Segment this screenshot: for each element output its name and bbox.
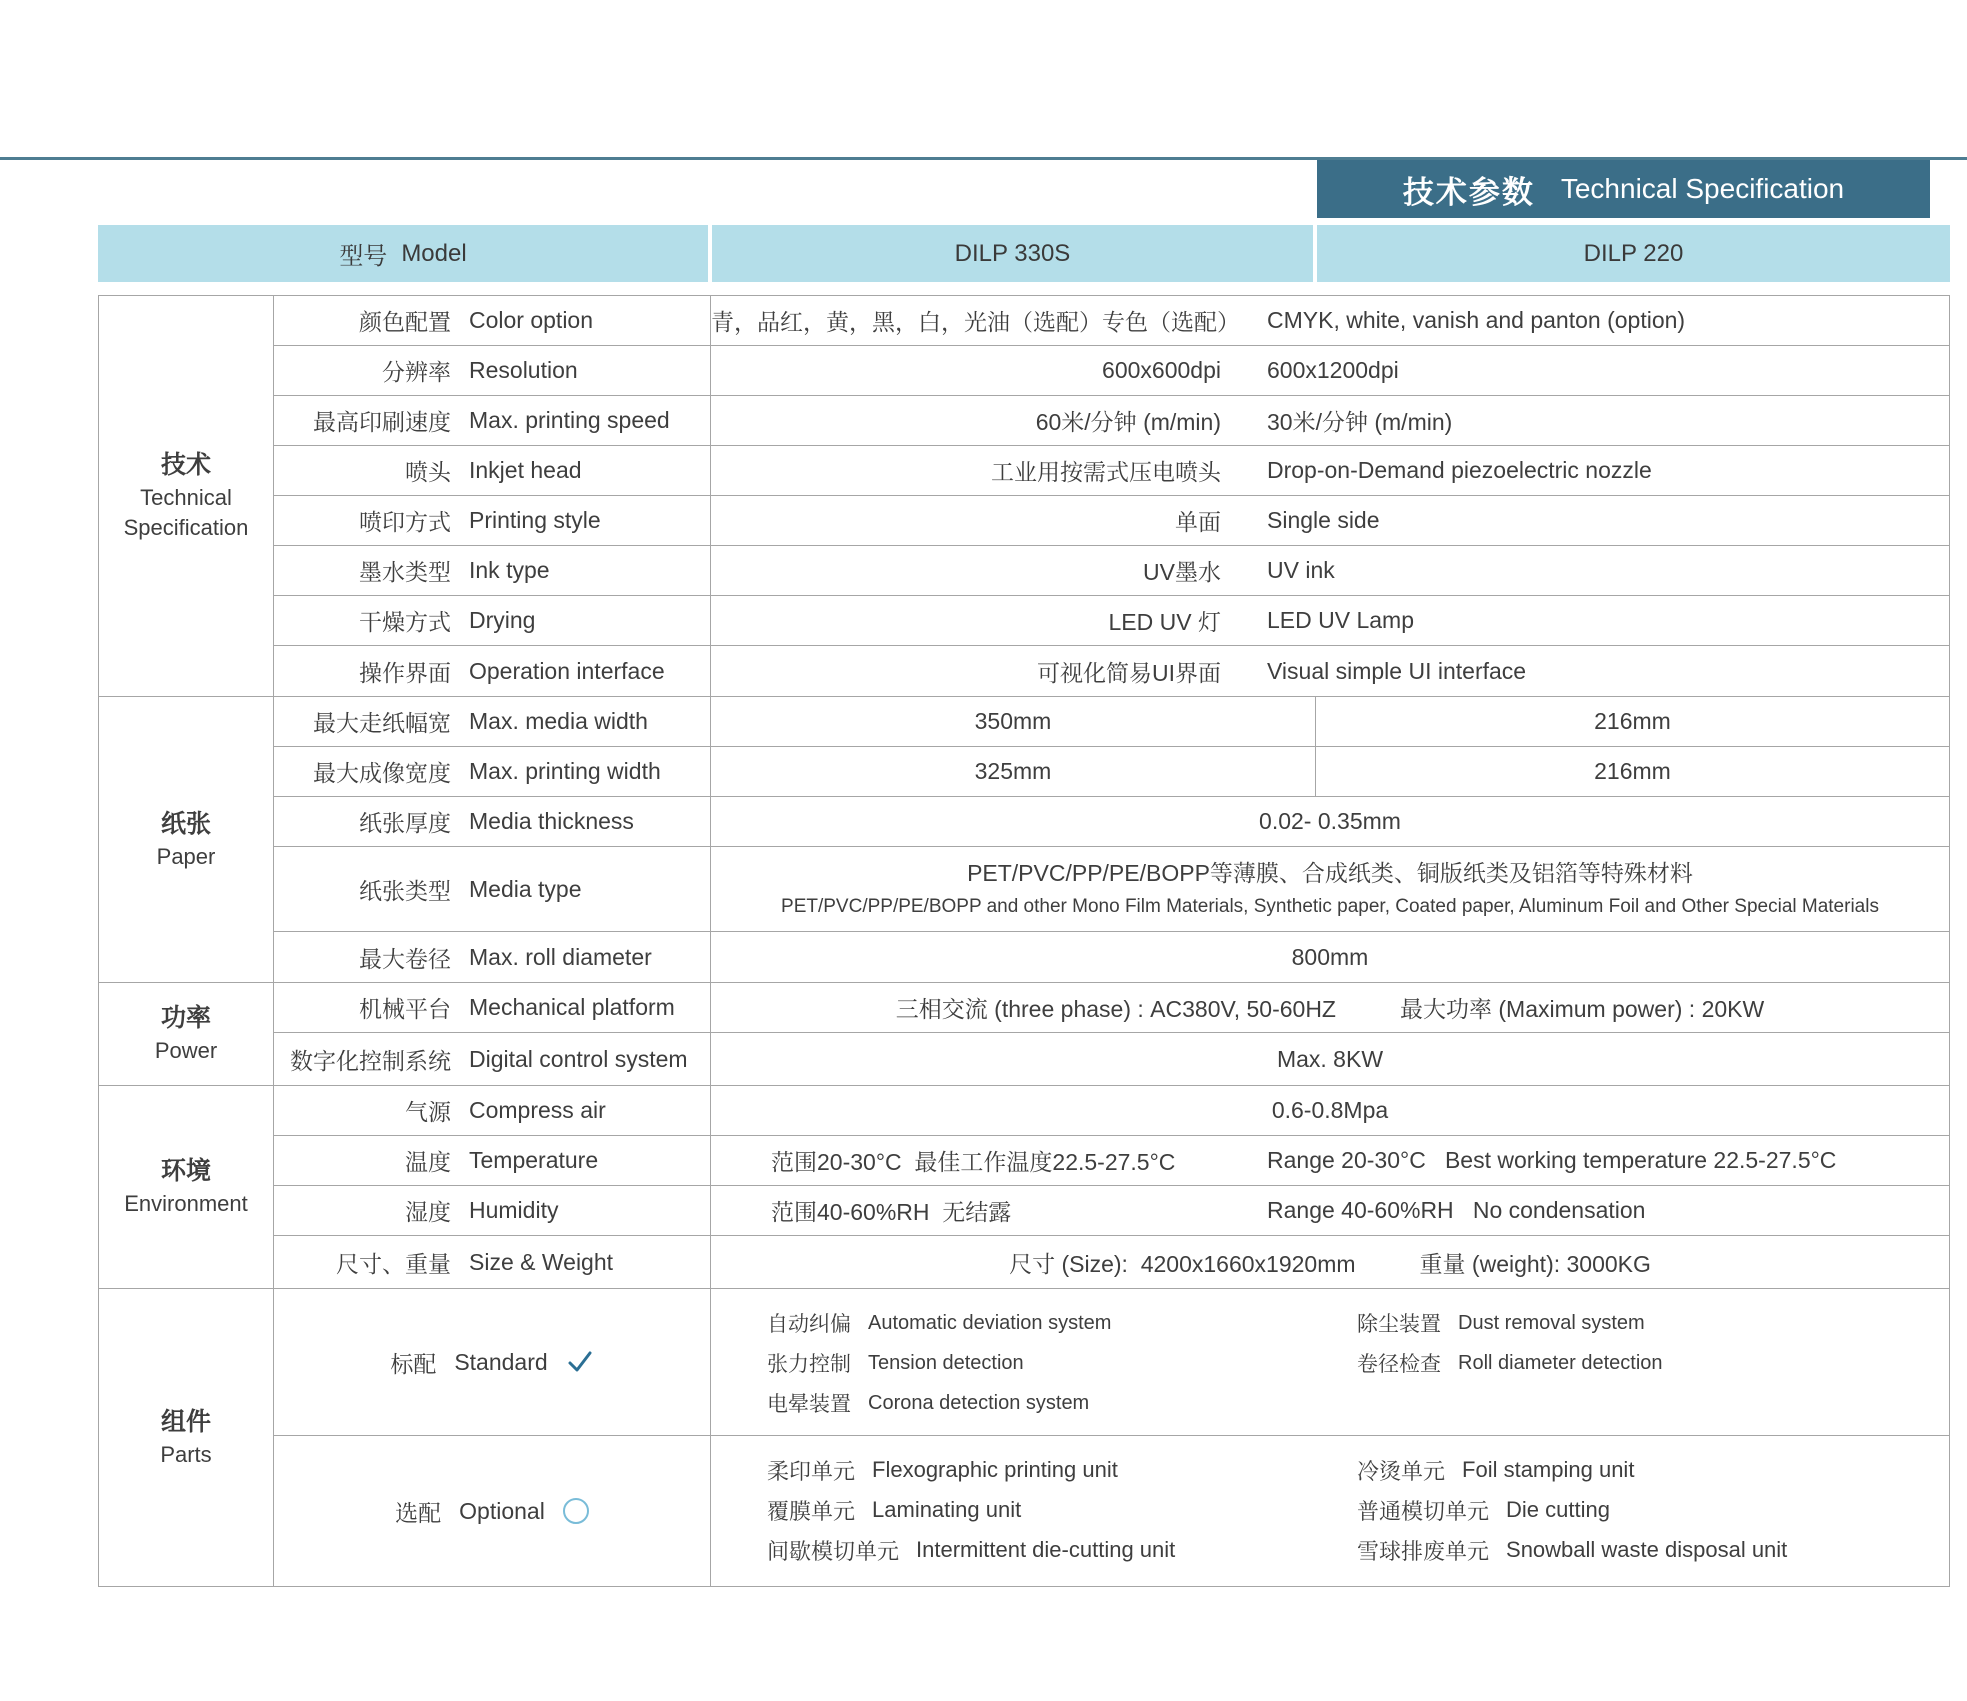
section-parts (99, 1289, 1949, 1586)
item-en: Intermittent die-cutting unit (916, 1537, 1176, 1562)
check-icon (566, 1348, 594, 1376)
standard-items-right (1357, 1303, 1949, 1425)
value-1: 60米/分钟 (m/min) (1035, 409, 1221, 435)
circle-icon (563, 1498, 589, 1524)
item-en: Die cutting (1506, 1497, 1610, 1522)
label-zh: 数字化控制系统 (290, 1047, 451, 1074)
list-item (767, 1303, 1357, 1343)
row-value (711, 1289, 1949, 1435)
model-2-cell (1317, 225, 1950, 282)
category-en: Paper (156, 843, 216, 869)
value-part-2: 最大功率 (Maximum power) : 20KW (1399, 996, 1765, 1022)
value-en: Visual simple UI interface (1267, 657, 1527, 684)
row-label (274, 1436, 711, 1586)
label-en: Media type (469, 875, 582, 902)
row-value (711, 747, 1949, 796)
label-zh: 标配 (390, 1350, 437, 1377)
list-item (1357, 1530, 1949, 1570)
row-operation-interface (274, 646, 1949, 696)
row-value (711, 396, 1949, 445)
section-paper (99, 697, 1949, 983)
value: 0.02- 0.35mm (1259, 808, 1401, 834)
row-value (711, 1136, 1949, 1185)
value-model-1: 325mm (711, 747, 1316, 796)
row-media-type (274, 847, 1949, 932)
section-technical-rows (274, 296, 1949, 696)
row-value (711, 847, 1949, 931)
category-en: Parts (160, 1441, 212, 1467)
label-en: Inkjet head (469, 457, 582, 483)
section-technical (99, 296, 1949, 697)
item-zh: 电晕装置 (767, 1393, 851, 1416)
banner-title-zh: 技术参数 (1402, 174, 1535, 210)
list-item (1357, 1450, 1949, 1490)
label-zh: 温度 (405, 1149, 451, 1175)
label-en: Standard (454, 1348, 548, 1375)
list-item (767, 1450, 1357, 1490)
row-value (711, 1436, 1949, 1586)
value-model-2: 216mm (1594, 708, 1671, 734)
row-size-weight (274, 1236, 1949, 1288)
label-zh: 选配 (395, 1499, 442, 1526)
value-en: PET/PVC/PP/PE/BOPP and other Mono Film Materials, Synthetic paper, Coated paper, Aluminum Foil and Other Special Materials (781, 896, 1879, 918)
label-zh: 喷印方式 (359, 509, 451, 535)
category-zh: 组件 (160, 1407, 211, 1436)
item-en: Dust removal system (1458, 1311, 1645, 1334)
label-en: Mechanical platform (469, 994, 675, 1020)
value-zh: PET/PVC/PP/PE/BOPP等薄膜、合成纸类、铜版纸类及铝箔等特殊材料 (967, 860, 1693, 887)
label-en: Drying (469, 607, 536, 633)
item-zh: 冷烫单元 (1357, 1458, 1446, 1484)
row-value (711, 346, 1949, 395)
label-zh: 干燥方式 (359, 609, 451, 635)
row-ink-type (274, 546, 1949, 596)
section-parts-rows (274, 1289, 1949, 1586)
value-en: Single side (1267, 507, 1380, 533)
category-zh: 环境 (160, 1157, 211, 1186)
label-zh: 湿度 (405, 1199, 451, 1225)
model-2-name: DILP 220 (1583, 239, 1684, 267)
row-value (711, 496, 1949, 545)
row-label (274, 496, 711, 545)
spec-table (98, 295, 1950, 1587)
row-value (711, 1236, 1949, 1288)
value-zh: 范围40-60%RH 无结露 (771, 1199, 1012, 1225)
row-temperature (274, 1136, 1949, 1186)
value-zh: 单面 (1175, 509, 1221, 535)
value: 800mm (1291, 943, 1369, 970)
value-zh: 青，品红，黄，黑，白，光油（选配）专色（选配） (711, 309, 1240, 335)
row-label (274, 1086, 711, 1135)
label-en: Printing style (469, 507, 601, 533)
row-value (711, 596, 1949, 645)
row-resolution (274, 346, 1949, 396)
row-max-roll-diameter (274, 932, 1949, 982)
row-value (711, 697, 1949, 746)
label-en: Size & Weight (469, 1248, 614, 1275)
label-zh: 最大卷径 (359, 945, 451, 972)
value-2: 600x1200dpi (1267, 357, 1399, 383)
label-en: Humidity (469, 1197, 559, 1223)
value-part-1: 尺寸 (Size): 4200x1660x1920mm (1009, 1250, 1356, 1277)
label-en: Temperature (469, 1147, 599, 1173)
row-label (274, 932, 711, 982)
item-zh: 间歇模切单元 (767, 1538, 900, 1564)
row-standard-parts (274, 1289, 1949, 1436)
category-zh: 功率 (160, 1004, 211, 1033)
value-en: Range 40-60%RH No condensation (1267, 1197, 1646, 1223)
label-zh: 最大走纸幅宽 (313, 710, 451, 736)
label-zh: 机械平台 (359, 996, 451, 1022)
optional-items-left (767, 1450, 1357, 1576)
row-value (711, 932, 1949, 982)
page-title-banner (1317, 160, 1930, 218)
label-en: Digital control system (469, 1045, 688, 1072)
item-en: Tension detection (868, 1351, 1024, 1374)
row-optional-parts (274, 1436, 1949, 1586)
row-color-option (274, 296, 1949, 346)
value-zh: LED UV 灯 (1108, 609, 1221, 635)
label-en: Max. media width (469, 708, 648, 734)
item-zh: 张力控制 (767, 1353, 851, 1376)
section-technical-category (99, 296, 274, 696)
value-model-1: 350mm (711, 697, 1316, 746)
model-1-cell (712, 225, 1313, 282)
label-zh: 墨水类型 (359, 559, 451, 585)
row-digital-control (274, 1033, 1949, 1085)
label-en: Color option (469, 307, 594, 333)
section-paper-category (99, 697, 274, 982)
item-en: Automatic deviation system (868, 1311, 1112, 1334)
label-zh: 最大成像宽度 (313, 760, 451, 786)
category-zh: 纸张 (160, 809, 211, 838)
list-item (767, 1530, 1357, 1570)
row-printing-style (274, 496, 1949, 546)
row-label (274, 296, 711, 345)
row-label (274, 983, 711, 1032)
value-zh: 范围20-30°C 最佳工作温度22.5-27.5°C (771, 1149, 1176, 1175)
item-zh: 卷径检查 (1357, 1353, 1441, 1376)
value-en: UV ink (1267, 557, 1335, 583)
row-label (274, 1033, 711, 1085)
label-en: Max. printing width (469, 758, 661, 784)
value-zh: 工业用按需式压电喷头 (991, 459, 1221, 485)
list-item (1357, 1343, 1949, 1383)
row-label (274, 747, 711, 796)
label-zh: 纸张类型 (359, 877, 451, 904)
section-environment-rows (274, 1086, 1949, 1288)
row-value (711, 296, 1949, 345)
label-zh: 喷头 (405, 459, 451, 485)
row-drying (274, 596, 1949, 646)
model-label-en: Model (401, 239, 467, 267)
item-en: Roll diameter detection (1458, 1351, 1663, 1374)
model-header-row (98, 225, 1950, 282)
row-value (711, 446, 1949, 495)
label-zh: 分辨率 (382, 359, 451, 385)
row-compress-air (274, 1086, 1949, 1136)
category-en: Technical Specification (123, 485, 249, 540)
list-item (767, 1343, 1357, 1383)
category-zh: 技术 (160, 451, 211, 480)
section-environment-category (99, 1086, 274, 1288)
category-en: Power (154, 1038, 218, 1064)
row-humidity (274, 1186, 1949, 1236)
list-item (1357, 1303, 1949, 1343)
item-zh: 除尘装置 (1357, 1313, 1441, 1336)
label-en: Resolution (469, 357, 578, 383)
row-value (711, 646, 1949, 696)
category-en: Environment (124, 1191, 248, 1217)
value: Max. 8KW (1276, 1045, 1384, 1072)
item-zh: 普通模切单元 (1357, 1498, 1490, 1524)
item-en: Corona detection system (868, 1391, 1090, 1414)
label-en: Max. printing speed (469, 407, 670, 433)
row-label (274, 1236, 711, 1288)
value: 0.6-0.8Mpa (1271, 1097, 1389, 1123)
model-label-zh: 型号 (339, 243, 388, 270)
item-zh: 覆膜单元 (767, 1498, 856, 1524)
section-paper-rows (274, 697, 1949, 982)
row-label (274, 346, 711, 395)
list-item (767, 1383, 1357, 1423)
label-zh: 纸张厚度 (359, 810, 451, 836)
value-1: 600x600dpi (1102, 357, 1221, 383)
value-en: Range 20-30°C Best working temperature 22.5-27.5°C (1267, 1147, 1837, 1173)
row-label (274, 1186, 711, 1235)
label-zh: 气源 (405, 1099, 451, 1125)
value-en: LED UV Lamp (1267, 607, 1415, 633)
row-inkjet-head (274, 446, 1949, 496)
label-en: Operation interface (469, 657, 665, 684)
row-value (711, 983, 1949, 1032)
item-en: Flexographic printing unit (872, 1457, 1118, 1482)
optional-items-right (1357, 1450, 1949, 1576)
row-value (711, 1086, 1949, 1135)
item-en: Foil stamping unit (1462, 1457, 1635, 1482)
row-value (711, 1033, 1949, 1085)
row-label (274, 646, 711, 696)
value-part-2: 重量 (weight): 3000KG (1419, 1250, 1651, 1277)
row-printing-speed (274, 396, 1949, 446)
section-power (99, 983, 1949, 1086)
row-max-printing-width (274, 747, 1949, 797)
row-label (274, 596, 711, 645)
value-zh: 可视化简易UI界面 (1037, 659, 1221, 686)
model-1-name: DILP 330S (954, 239, 1071, 267)
label-en: Media thickness (469, 808, 634, 834)
value-2: 30米/分钟 (m/min) (1267, 409, 1453, 435)
section-environment (99, 1086, 1949, 1289)
section-parts-category (99, 1289, 274, 1586)
row-value (711, 546, 1949, 595)
value-en: CMYK, white, vanish and panton (option) (1267, 307, 1686, 333)
value-model-2: 216mm (1594, 758, 1671, 784)
section-power-category (99, 983, 274, 1085)
label-zh: 最高印刷速度 (313, 409, 451, 435)
label-en: Optional (459, 1497, 545, 1524)
row-label (274, 1289, 711, 1435)
item-en: Laminating unit (872, 1497, 1022, 1522)
item-zh: 自动纠偏 (767, 1313, 851, 1336)
value-zh: UV墨水 (1143, 559, 1221, 585)
label-en: Max. roll diameter (469, 943, 652, 970)
row-label (274, 847, 711, 931)
section-power-rows (274, 983, 1949, 1085)
row-label (274, 1136, 711, 1185)
row-value (711, 797, 1949, 846)
value-part-1: 三相交流 (three phase) : AC380V, 50-60HZ (895, 996, 1336, 1022)
list-item (1357, 1490, 1949, 1530)
row-max-media-width (274, 697, 1949, 747)
value-en: Drop-on-Demand piezoelectric nozzle (1267, 457, 1652, 483)
standard-items-left (767, 1303, 1357, 1425)
row-label (274, 797, 711, 846)
item-zh: 雪球排废单元 (1357, 1538, 1490, 1564)
label-zh: 尺寸、重量 (336, 1250, 451, 1277)
label-en: Compress air (469, 1097, 606, 1123)
item-zh: 柔印单元 (767, 1458, 856, 1484)
label-zh: 颜色配置 (359, 309, 451, 335)
row-label (274, 446, 711, 495)
row-value (711, 1186, 1949, 1235)
item-en: Snowball waste disposal unit (1506, 1537, 1788, 1562)
banner-title-en: Technical Specification (1560, 173, 1845, 204)
row-mechanical-platform (274, 983, 1949, 1033)
list-item (767, 1490, 1357, 1530)
row-label (274, 396, 711, 445)
label-zh: 操作界面 (359, 659, 451, 686)
row-label (274, 546, 711, 595)
label-en: Ink type (469, 557, 550, 583)
model-label-cell (98, 225, 708, 282)
row-label (274, 697, 711, 746)
row-media-thickness (274, 797, 1949, 847)
